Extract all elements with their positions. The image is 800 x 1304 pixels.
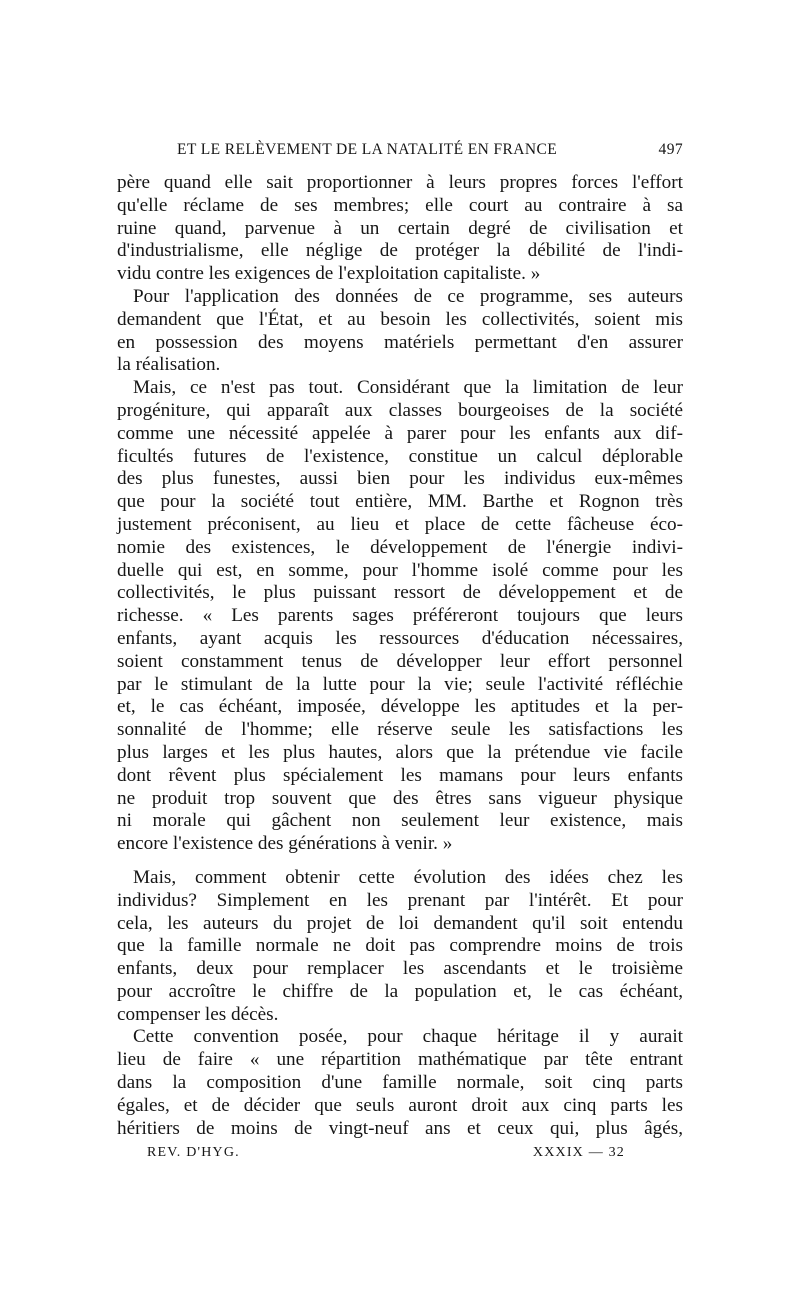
paragraph: [117, 1026, 683, 1140]
text-line: nomie des existences, le développement de l'énergie indivi-: [117, 536, 683, 558]
text-line: comme une nécessité appelée à parer pour les enfants aux dif-: [117, 422, 683, 444]
text-line: encore l'existence des générations à venir. »: [117, 833, 453, 855]
volume-signature: XXXIX — 32: [532, 1145, 625, 1160]
text-line: progéniture, qui apparaît aux classes bourgeoises de la société: [117, 399, 683, 421]
text-line: égales, et de décider que seuls auront droit aux cinq parts les: [117, 1094, 683, 1116]
text-line: richesse. « Les parents sages préféreront toujours que leurs: [117, 605, 683, 627]
text-line: ni morale qui gâchent non seulement leur existence, mais: [117, 810, 683, 832]
text-line: enfants, deux pour remplacer les ascendants et le troisième: [117, 958, 683, 980]
text-line: Mais, comment obtenir cette évolution des idées chez les: [133, 866, 683, 888]
text-line: héritiers de moins de vingt-neuf ans et ceux qui, plus âgés,: [117, 1117, 683, 1139]
text-line: enfants, ayant acquis les ressources d'éducation nécessaires,: [117, 627, 683, 649]
text-line: la réalisation.: [117, 354, 221, 376]
text-line: par le stimulant de la lutte pour la vie; seule l'activité réfléchie: [117, 673, 683, 695]
text-line: individus? Simplement en les prenant par l'intérêt. Et pour: [117, 889, 683, 911]
body-text: [117, 172, 683, 1140]
text-line: soient constamment tenus de développer leur effort personnel: [117, 650, 683, 672]
journal-signature: REV. D'HYG.: [147, 1145, 240, 1160]
text-line: demandent que l'État, et au besoin les collectivités, soient mis: [117, 308, 683, 330]
text-line: justement préconisent, au lieu et place de cette fâcheuse éco-: [117, 513, 683, 535]
text-line: que pour la société tout entière, MM. Barthe et Rognon très: [117, 491, 683, 513]
text-line: ne produit trop souvent que des êtres sans vigueur physique: [117, 787, 683, 809]
text-line: qu'elle réclame de ses membres; elle court au contraire à sa: [117, 194, 683, 216]
text-line: pour accroître le chiffre de la population et, le cas échéant,: [117, 980, 683, 1002]
text-line: Mais, ce n'est pas tout. Considérant que la limitation de leur: [133, 377, 683, 399]
text-line: ficultés futures de l'existence, constitue un calcul déplorable: [117, 445, 683, 467]
text-line: que la famille normale ne doit pas comprendre moins de trois: [117, 935, 683, 957]
text-line: père quand elle sait proportionner à leurs propres forces l'effort: [117, 172, 683, 193]
text-line: ruine quand, parvenue à un certain degré de civilisation et: [117, 217, 683, 239]
paragraph: [117, 172, 683, 286]
text-line: et, le cas échéant, imposée, développe les aptitudes et la per-: [117, 696, 683, 718]
text-line: cela, les auteurs du projet de loi demandent qu'il soit entendu: [117, 912, 683, 934]
paragraph: [117, 867, 683, 1027]
book-page: [117, 0, 683, 1304]
text-line: compenser les décès.: [117, 1003, 279, 1025]
text-line: des plus funestes, aussi bien pour les individus eux-mêmes: [117, 468, 683, 490]
text-line: collectivités, le plus puissant ressort de développement et de: [117, 582, 683, 604]
page-number: 497: [658, 141, 683, 158]
text-line: d'industrialisme, elle néglige de protéger la débilité de l'indi-: [117, 240, 683, 262]
paragraph: [117, 377, 683, 856]
text-line: dans la composition d'une famille normale, soit cinq parts: [117, 1072, 683, 1094]
text-line: Pour l'application des données de ce programme, ses auteurs: [133, 285, 683, 307]
text-line: duelle qui est, en somme, pour l'homme isolé comme pour les: [117, 559, 683, 581]
text-line: lieu de faire « une répartition mathématique par tête entrant: [117, 1049, 683, 1071]
paragraph-gap: [117, 856, 683, 867]
text-line: dont rêvent plus spécialement les mamans pour leurs enfants: [117, 764, 683, 786]
text-line: sonnalité de l'homme; elle réserve seule les satisfactions les: [117, 719, 683, 741]
text-line: en possession des moyens matériels permettant d'en assurer: [117, 331, 683, 353]
text-line: plus larges et les plus hautes, alors que la prétendue vie facile: [117, 741, 683, 763]
running-title: ET LE RELÈVEMENT DE LA NATALITÉ EN FRANCE: [177, 141, 558, 158]
text-line: Cette convention posée, pour chaque héritage il y aurait: [133, 1026, 683, 1048]
paragraph: [117, 286, 683, 377]
text-line: vidu contre les exigences de l'exploitation capitaliste. »: [117, 263, 541, 285]
